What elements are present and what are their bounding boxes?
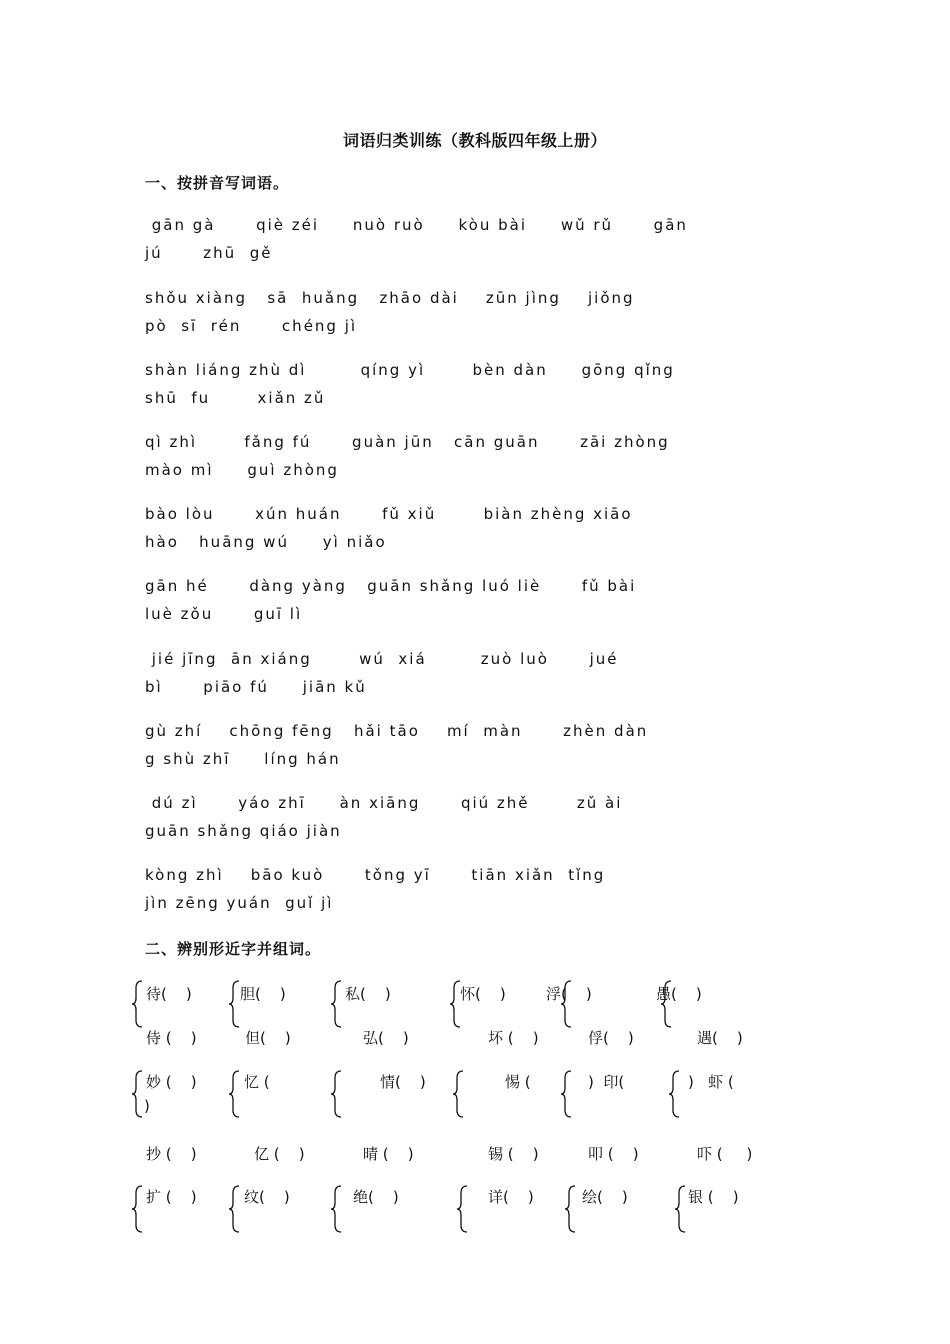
char-pair-top: 妙 ( ) xyxy=(146,1073,197,1091)
char-pair-top: 详( ) xyxy=(488,1188,534,1206)
char-pair-bottom: 遇( ) xyxy=(697,1029,743,1047)
pinyin-line: pò sī rén chéng jì xyxy=(145,317,358,335)
left-brace-icon xyxy=(674,1185,686,1233)
pinyin-line: jú zhū gě xyxy=(145,244,273,262)
char-item: 抄 ( ) xyxy=(146,1145,197,1163)
pinyin-line: guān shǎng qiáo jiàn xyxy=(145,822,342,840)
char-pair-top: 纹( ) xyxy=(244,1188,290,1206)
char-pair-bottom: 弘( ) xyxy=(363,1029,409,1047)
left-brace-icon xyxy=(560,1070,572,1118)
section-1-heading: 一、按拼音写词语。 xyxy=(145,174,290,192)
pinyin-line: shǒu xiàng sā huǎng zhāo dài zūn jìng jiǒng xyxy=(145,289,635,307)
pinyin-line: gān gà qiè zéi nuò ruò kòu bài wǔ rǔ gān xyxy=(145,216,688,234)
char-pair-top: 绘( ) xyxy=(582,1188,628,1206)
char-pair-top: 银 ( ) xyxy=(688,1188,739,1206)
char-pair-top: 私( ) xyxy=(345,985,391,1003)
char-item: 吓 ( ) xyxy=(697,1145,753,1163)
left-brace-icon xyxy=(228,1185,240,1233)
pinyin-line: hào huāng wú yì niǎo xyxy=(145,533,387,551)
left-brace-icon xyxy=(330,980,342,1028)
pinyin-line: bào lòu xún huán fǔ xiǔ biàn zhèng xiāo xyxy=(145,505,633,523)
left-brace-icon xyxy=(228,980,240,1028)
left-brace-icon xyxy=(131,1070,143,1118)
page-title: 词语归类训练（教科版四年级上册） xyxy=(342,131,607,150)
left-brace-icon xyxy=(456,1185,468,1233)
left-brace-icon xyxy=(452,1070,464,1118)
left-brace-icon xyxy=(564,1185,576,1233)
pinyin-line: shū fu xiǎn zǔ xyxy=(145,389,326,407)
pinyin-line: g shù zhī líng hán xyxy=(145,750,341,768)
pinyin-line: gān hé dàng yàng guān shǎng luó liè fǔ bài xyxy=(145,577,637,595)
pinyin-line: jìn zēng yuán guǐ jì xyxy=(145,894,334,912)
char-item: 叩 ( ) xyxy=(588,1145,639,1163)
char-item: 锡 ( ) xyxy=(488,1145,539,1163)
pinyin-line: kòng zhì bāo kuò tǒng yī tiān xiǎn tǐng xyxy=(145,866,606,884)
char-pair-top: 惕 ( xyxy=(505,1073,531,1091)
char-pair-bottom: 侍 ( ) xyxy=(146,1029,197,1047)
char-pair-top: ) 印( xyxy=(588,1073,625,1091)
char-pair-top: 绝( ) xyxy=(353,1188,399,1206)
char-pair-top: 情( ) xyxy=(380,1073,426,1091)
section-2-heading: 二、辨别形近字并组词。 xyxy=(145,940,322,958)
char-pair-top: 怀( ) xyxy=(460,985,506,1003)
char-pair-top: 浮( ) xyxy=(546,985,592,1003)
pinyin-line: bì piāo fú jiān kǔ xyxy=(145,678,367,696)
char-pair-top: 待( ) xyxy=(146,985,192,1003)
char-pair-top: 忆 ( xyxy=(244,1073,270,1091)
left-brace-icon xyxy=(330,1185,342,1233)
stray-paren: ) xyxy=(144,1097,150,1115)
left-brace-icon xyxy=(330,1070,342,1118)
char-item: 晴 ( ) xyxy=(363,1145,414,1163)
char-pair-bottom: 但( ) xyxy=(245,1029,291,1047)
left-brace-icon xyxy=(668,1070,680,1118)
char-pair-top: 扩 ( ) xyxy=(146,1188,197,1206)
pinyin-line: shàn liáng zhù dì qíng yì bèn dàn gōng qǐng xyxy=(145,361,675,379)
char-item: 亿 ( ) xyxy=(254,1145,305,1163)
char-pair-bottom: 俘( ) xyxy=(588,1029,634,1047)
pinyin-line: luè zǒu guī lì xyxy=(145,605,303,623)
pinyin-line: dú zì yáo zhī àn xiāng qiú zhě zǔ ài xyxy=(145,794,623,812)
left-brace-icon xyxy=(228,1070,240,1118)
char-pair-top: 愚( ) xyxy=(656,985,702,1003)
pinyin-line: mào mì guì zhòng xyxy=(145,461,339,479)
left-brace-icon xyxy=(131,980,143,1028)
char-pair-top: ) 虾 ( xyxy=(688,1073,734,1091)
pinyin-line: jié jīng ān xiáng wú xiá zuò luò jué xyxy=(145,650,619,668)
char-pair-bottom: 坏 ( ) xyxy=(488,1029,539,1047)
left-brace-icon xyxy=(131,1185,143,1233)
pinyin-line: qì zhì fǎng fú guàn jūn cān guān zāi zhòng xyxy=(145,433,670,451)
char-pair-top: 胆( ) xyxy=(240,985,286,1003)
pinyin-line: gù zhí chōng fēng hǎi tāo mí màn zhèn dàn xyxy=(145,722,649,740)
